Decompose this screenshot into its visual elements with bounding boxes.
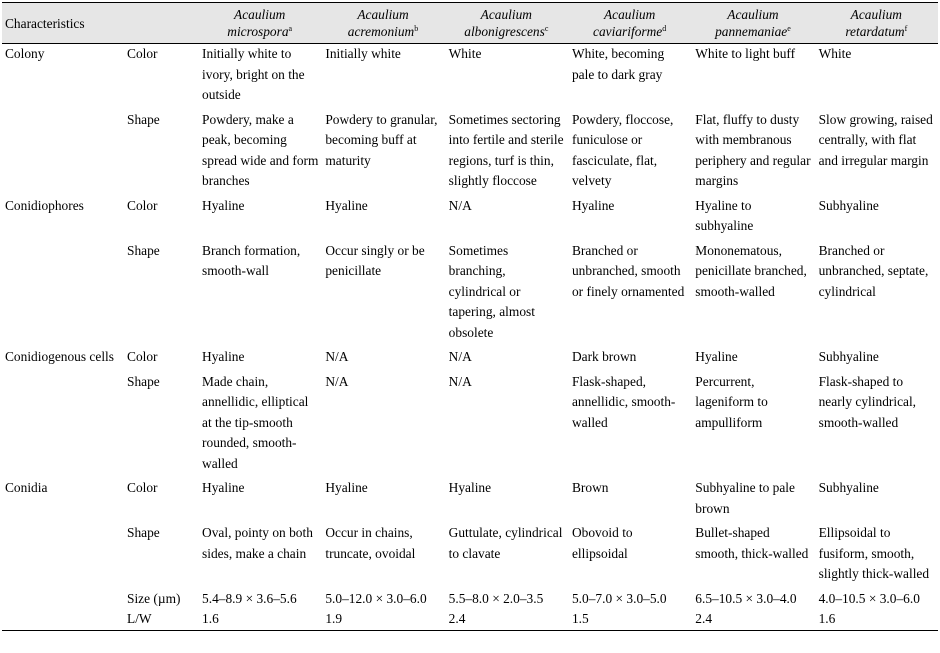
header-species-caviariforme (568, 3, 691, 44)
table-cell: 1.6 (202, 611, 219, 626)
table-row (2, 343, 938, 368)
characteristic-group: Conidia (5, 480, 48, 495)
attribute-label: Shape (127, 373, 160, 389)
table-cell: Branched or unbranched, smooth or finely ornamented (571, 242, 685, 299)
species-comparison-table (2, 2, 938, 631)
table-cell: Mononematous, penicillate branched, smooth-walled (695, 242, 807, 299)
table-cell: 2.4 (695, 611, 713, 626)
table-row (2, 368, 938, 475)
table-cell: 5.0–7.0 × 3.0–5.0 (571, 590, 667, 606)
table-cell: Percurrent, lageniform to ampulliform (695, 373, 768, 430)
table-cell: White (818, 46, 852, 61)
table-cell: Sometimes branching, cylindrical or tapering, almost obsolete (448, 242, 535, 340)
attribute-label: L/W (127, 611, 152, 626)
header-species-pannemaniae (691, 3, 814, 44)
table-cell: 1.5 (571, 611, 589, 626)
footnote-marker: e (787, 24, 791, 33)
table-cell: Branched or unbranched, septate, cylindrical (818, 242, 929, 299)
table-row (2, 519, 938, 585)
header-species-retardatum (815, 3, 938, 44)
table-cell: 2.4 (448, 611, 466, 626)
header-characteristics: Characteristics (5, 15, 85, 31)
species-genus: Acaulium (234, 7, 286, 22)
table-cell: 5.5–8.0 × 2.0–3.5 (448, 590, 544, 606)
header-species-albonigrescens (445, 3, 568, 44)
species-epithet-line (693, 23, 812, 40)
comparison-table-container (2, 2, 938, 631)
table-row (2, 106, 938, 192)
table-cell: 6.5–10.5 × 3.0–4.0 (695, 590, 797, 606)
table-cell: Initially white to ivory, bright on the outside (202, 46, 305, 102)
table-cell: 5.4–8.9 × 3.6–5.6 (202, 590, 297, 606)
table-cell: N/A (448, 373, 472, 389)
table-cell: Branch formation, smooth-wall (202, 242, 301, 278)
table-cell: Powdery, floccose, funiculose or fasciculate, flat, velvety (571, 111, 674, 188)
table-cell: 1.9 (325, 611, 343, 626)
characteristic-group: Colony (5, 46, 45, 61)
species-epithet-line (200, 23, 319, 40)
species-genus: Acaulium (850, 7, 902, 22)
table-cell: Hyaline (202, 349, 245, 364)
table-cell: Subhyaline (818, 480, 879, 495)
table-cell: White, becoming pale to dark gray (571, 46, 665, 82)
table-cell: Powdery, make a peak, becoming spread wide and form branches (202, 111, 319, 188)
species-epithet: pannemaniae (715, 24, 788, 39)
species-genus: Acaulium (357, 7, 409, 22)
attribute-label: Color (127, 480, 158, 495)
characteristic-group (2, 237, 124, 344)
species-epithet: acremonium (347, 24, 415, 39)
header-species-acremonium (321, 3, 444, 44)
table-cell: N/A (448, 197, 472, 213)
header-row (2, 3, 938, 44)
table-cell: N/A (448, 349, 472, 364)
characteristic-group (2, 106, 124, 192)
characteristic-group (2, 368, 124, 475)
table-cell: Oval, pointy on both sides, make a chain (202, 525, 313, 561)
table-cell: N/A (325, 349, 349, 364)
footnote-marker: a (288, 24, 293, 33)
table-cell: Brown (571, 480, 609, 495)
species-epithet: microspora (227, 24, 289, 39)
species-epithet: albonigrescens (464, 24, 545, 39)
characteristic-group (2, 519, 124, 585)
table-cell: Slow growing, raised centrally, with flat and irregular margin (818, 111, 933, 168)
table-row (2, 192, 938, 237)
table-cell: White to light buff (695, 46, 796, 61)
species-epithet: caviariforme (593, 24, 663, 39)
attribute-label: Color (127, 349, 158, 364)
table-cell: Bullet-shaped smooth, thick-walled (695, 525, 809, 561)
table-header (2, 3, 938, 44)
footnote-marker: c (544, 24, 549, 33)
table-row (2, 474, 938, 519)
table-cell: Hyaline (202, 197, 245, 213)
characteristic-group (2, 585, 124, 610)
species-genus: Acaulium (603, 7, 656, 22)
table-cell: 5.0–12.0 × 3.0–6.0 (325, 590, 427, 606)
table-row (2, 237, 938, 344)
table-cell: Dark brown (571, 349, 637, 364)
table-cell: Subhyaline (818, 197, 879, 213)
table-cell: Hyaline (325, 480, 368, 495)
table-cell: 4.0–10.5 × 3.0–6.0 (818, 590, 920, 606)
table-cell: Hyaline (325, 197, 368, 213)
table-cell: 1.6 (818, 611, 836, 626)
species-genus: Acaulium (727, 7, 779, 22)
table-cell: Hyaline (202, 480, 245, 495)
footnote-marker: b (414, 24, 419, 33)
attribute-label: Size (µm) (127, 590, 181, 606)
species-genus: Acaulium (480, 7, 532, 22)
attribute-label: Shape (127, 525, 160, 540)
table-cell: N/A (325, 373, 349, 389)
table-row (2, 585, 938, 610)
characteristic-group (2, 609, 124, 630)
footnote-marker: d (662, 24, 667, 33)
table-cell: White (448, 46, 482, 61)
species-epithet-line (323, 23, 442, 40)
table-row (2, 44, 938, 106)
table-cell: Flat, fluffy to dusty with membranous periphery and regular margins (695, 111, 811, 188)
table-cell: Obovoid to ellipsoidal (571, 525, 633, 561)
table-cell: Powdery to granular, becoming buff at maturity (325, 111, 438, 168)
species-epithet-line (817, 23, 936, 40)
table-cell: Occur singly or be penicillate (325, 242, 425, 278)
table-cell: Guttulate, cylindrical to clavate (448, 525, 563, 561)
table-cell: Hyaline (571, 197, 615, 213)
attribute-label: Shape (127, 111, 160, 127)
characteristic-group: Conidiogenous cells (5, 349, 114, 364)
table-cell: Hyaline to subhyaline (695, 197, 754, 233)
table-cell: Ellipsoidal to fusiform, smooth, slightly thick-walled (818, 525, 930, 581)
species-epithet-line (447, 23, 566, 40)
table-cell: Sometimes sectoring into fertile and sterile regions, turf is thin, slightly floccose (448, 111, 564, 188)
attribute-label: Color (127, 46, 158, 61)
table-body (2, 44, 938, 631)
table-row (2, 609, 938, 630)
table-cell: Flask-shaped to nearly cylindrical, smooth-walled (818, 373, 917, 430)
table-cell: Subhyaline (818, 349, 879, 364)
header-species-microspora (198, 3, 321, 44)
table-cell: Subhyaline to pale brown (695, 480, 795, 516)
characteristic-group: Conidiophores (5, 197, 84, 213)
table-cell: Occur in chains, truncate, ovoidal (325, 525, 416, 561)
species-epithet: retardatum (845, 24, 905, 39)
table-cell: Hyaline (448, 480, 492, 495)
table-cell: Flask-shaped, annellidic, smooth-walled (571, 373, 676, 430)
table-cell: Initially white (325, 46, 401, 61)
footnote-marker: f (904, 24, 908, 33)
attribute-label: Color (127, 197, 158, 213)
table-cell: Hyaline (695, 349, 738, 364)
species-epithet-line (570, 23, 689, 40)
attribute-label: Shape (127, 242, 160, 258)
table-cell: Made chain, annellidic, elliptical at the tip-smooth rounded, smooth-walled (202, 373, 309, 471)
